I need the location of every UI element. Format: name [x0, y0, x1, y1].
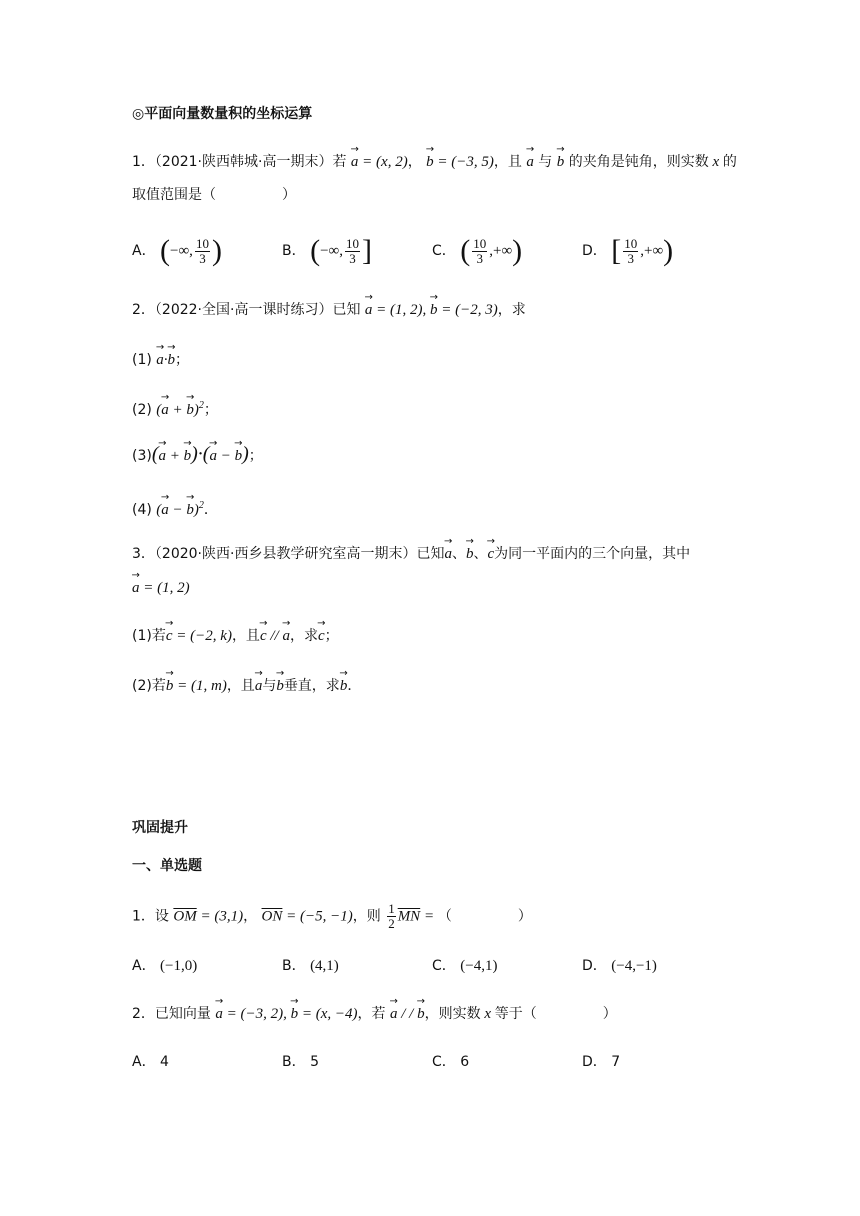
question-number: 2． — [132, 1006, 155, 1022]
math-expression: → a = (1, 2), → b = (−2, 3) — [365, 302, 498, 318]
section-title: ◎平面向量数量积的坐标运算 — [132, 106, 313, 122]
question-2: 2．（2022·全国·高一课时练习）已知 → a = (1, 2), → b = (−2, 3)，求 — [132, 300, 526, 320]
question-2-part-2: (2) (→ a + → b)$^2$； — [132, 396, 218, 420]
question-source: （2022·全国·高一课时练习） — [154, 302, 333, 318]
question-2-part-1: (1) → a·→ b； — [132, 350, 189, 370]
option-d[interactable]: D． (−4,−1) — [582, 958, 657, 974]
option-b[interactable]: B． 5 — [282, 1054, 319, 1070]
heading-single-choice: 一、单选题 — [132, 858, 202, 874]
question-3-given: → a = (1, 2) — [132, 578, 190, 598]
question-number: 2． — [132, 302, 155, 318]
option-d[interactable]: D． [ $\frac{10}{3}$ ,+∞) — [582, 234, 674, 267]
question-1: 1．（2021·陕西韩城·高一期末）若 → a = (x, 2)， → b = (−3, 5)，且 → a 与 → b 的夹角是钝角，则实数 x 的 — [132, 152, 737, 172]
option-a[interactable]: A． (−1,0) — [132, 958, 198, 974]
option-a[interactable]: A． (−∞, $\frac{10}{3}$ ) — [132, 234, 222, 267]
question-source: （2021·陕西韩城·高一期末） — [154, 154, 333, 170]
question-3: 3．（2020·陕西·西乡县教学研究室高一期末）已知→ a、→ b、→ c为同一平面内的三个向量，其中 — [132, 544, 690, 564]
question-number: 1． — [132, 154, 155, 170]
question-3-part-1: (1)若→ c = (−2, k)，且→ c // → a，求→ c； — [132, 626, 339, 646]
option-d[interactable]: D． 7 — [582, 1054, 621, 1070]
heading-consolidation: 巩固提升 — [132, 820, 188, 836]
option-c[interactable]: C． 6 — [432, 1054, 470, 1070]
option-b[interactable]: B． (4,1) — [282, 958, 339, 974]
question-1-line2: 取值范围是（ ） — [132, 187, 296, 203]
option-c[interactable]: C． (−4,1) — [432, 958, 498, 974]
option-a[interactable]: A． 4 — [132, 1054, 169, 1070]
single-question-1: 1．设 $\overline{OM} = (3,1)$， $\overline{ON} = (-5$, −1)，则 $\frac{1}{2}$ $\overline{MN}$ = （ ） — [132, 901, 532, 931]
question-number: 1． — [132, 908, 155, 925]
question-2-part-3: (3)(→ a + → b)·(→ a − → b)； — [132, 444, 263, 466]
option-c[interactable]: C． ( $\frac{10}{3}$ ,+∞) — [432, 234, 523, 267]
question-2-part-4: (4) (→ a − → b)$^2$． — [132, 496, 218, 520]
question-source: （2020·陕西·西乡县教学研究室高一期末） — [154, 546, 417, 562]
option-b[interactable]: B． (−∞, $\frac{10}{3}$ ] — [282, 234, 372, 267]
math-expression: → a = (x, 2) — [351, 154, 408, 170]
question-3-part-2: (2)若→ b = (1, m)，且→ a与→ b垂直，求→ b． — [132, 676, 361, 696]
question-number: 3． — [132, 546, 155, 562]
math-expression: → b = (−3, 5) — [426, 154, 494, 170]
single-question-2: 2．已知向量 → a = (−3, 2), → b = (x, −4)，若 → a / / → b，则实数 x 等于（ ） — [132, 1004, 617, 1024]
